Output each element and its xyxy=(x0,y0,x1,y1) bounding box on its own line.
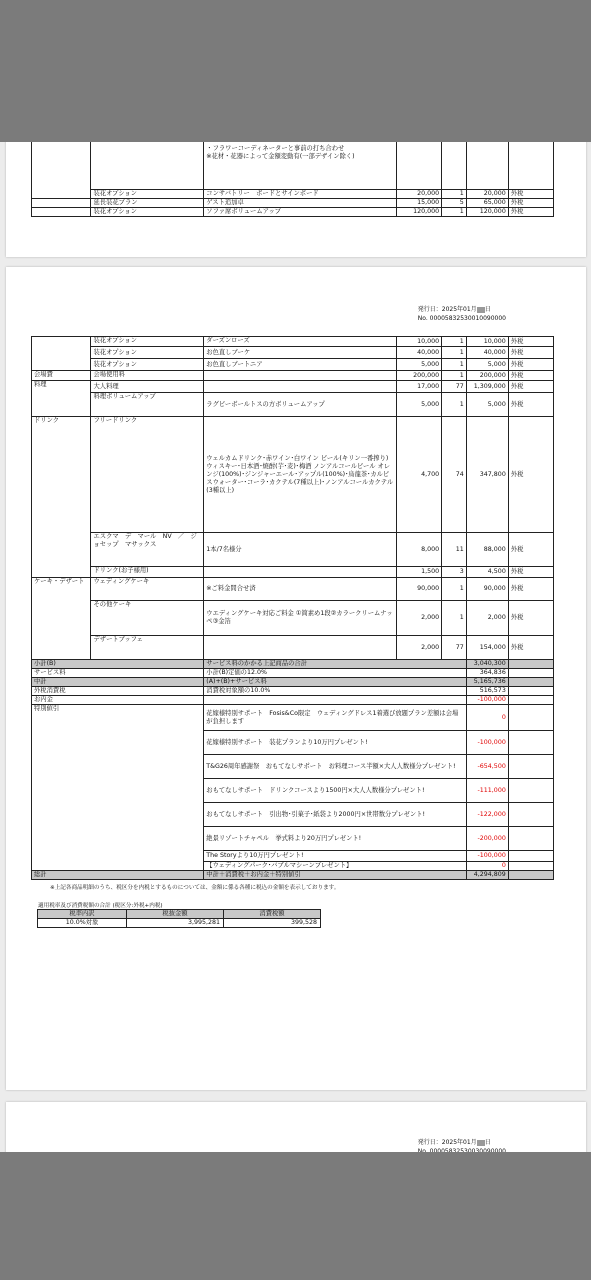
table-row: デザートブッフェ 2,000 77 154,000 外税 xyxy=(32,636,554,660)
discount-row: 花嫁様特別サポート 装花プランより10万円プレゼント! -100,000 xyxy=(32,731,554,755)
document-viewer[interactable] xyxy=(0,142,591,1152)
discount-row: 特別値引 花嫁様特別サポート Fosis&Co限定 ウェディングドレス1着選び放題プラン差額は会場が負担します 0 xyxy=(32,705,554,731)
table-row: 10.0%対象 3,995,281 399,528 xyxy=(38,919,321,928)
grand-total-row: 総計 中計＋消費税＋お内金＋特別値引 4,294,809 xyxy=(32,871,554,880)
table-row: その他ケーキ ウエディングケーキ対応ご料金 ①简素め1段②カラークリームナッペ③金箔 2,000 1 2,000 外税 xyxy=(32,601,554,636)
redaction-block xyxy=(477,307,485,313)
document-page-1 xyxy=(6,142,586,257)
table-row: 装花オプション お色直しブートニア 5,000 1 5,000 外税 xyxy=(32,359,554,371)
discount-row: 【ウェディングパーク･バブルマシーンプレゼント】 0 xyxy=(32,862,554,871)
footnote: ※上記各商品明細のうち、税区分を内税とするものについては、金額に係る各種に税込の金額を表示しております。 xyxy=(50,885,340,891)
midtotal-row: 中計 (A)+(B)+サービス料 5,165,736 xyxy=(32,678,554,687)
table-row xyxy=(32,142,554,190)
tax-summary-table xyxy=(37,909,321,928)
document-number: No. 0000583253001009000​0 xyxy=(417,315,506,322)
page-header: 発行日：2025年01月 日 No. 0000583253001009000​0 xyxy=(417,306,506,322)
table-row: エスクマ デ マール NV ／ ジョセップ マサックス 1本/7名様分 8,000 11 88,000 外税 xyxy=(32,533,554,567)
table-row: 装花オプション ダーズンローズ 10,000 1 10,000 外税 xyxy=(32,337,554,347)
subtotal-row: 小計(B) サービス料のかかる上記商品の合計 3,040,300 xyxy=(32,660,554,669)
table-row: 延長装花プラン ゲスト追加卓 15,000 5 65,000 外税 xyxy=(32,199,554,208)
issue-date: 発行日：2025年01月 xyxy=(417,306,477,313)
table-header-row: 税率内訳 税抜金額 消費税額 xyxy=(38,910,321,919)
page-header: 発行日：2025年01月 日 No. 00005832530030090000 xyxy=(418,1138,506,1152)
table-row: 料理ボリュームアップ ラグビーボールトスの方ボリュームアップ 5,000 1 5,000 外税 xyxy=(32,393,554,417)
discount-row: 絶景リゾートチャペル 挙式料より20万円プレゼント! -200,000 xyxy=(32,827,554,851)
desc-line: ・フラワーコーディネーターと事前の打ち合わせ xyxy=(206,145,345,152)
top-bar xyxy=(0,0,591,142)
discount-row: T&G26周年感謝祭 おもてなしサポート お料理コース半額×大人人数様分プレゼント! -654,500 xyxy=(32,755,554,779)
discount-row: The Storyより10万円プレゼント! -100,000 xyxy=(32,851,554,862)
table-row: ケーキ・デザート ウェディングケーキ ※ご料金間合せ済 90,000 1 90,000 外税 xyxy=(32,578,554,601)
items-table-page2 xyxy=(31,336,554,880)
table-row: 装花オプション コンサバトリー ボードとサインボード 20,000 1 20,000 外税 xyxy=(32,190,554,199)
issue-date: 発行日：2025年01月 xyxy=(417,1139,477,1146)
discount-row: おもてなしサポート 引出物･引菓子･紙袋より2000円×世帯数分プレゼント! -122,000 xyxy=(32,803,554,827)
document-page-2 xyxy=(6,267,586,1090)
document-page-3 xyxy=(6,1102,586,1152)
document-number: No. 00005832530030090000 xyxy=(417,1148,506,1152)
table-row: ドリンク(お子様用) 1,500 3 4,500 外税 xyxy=(32,567,554,578)
service-row: サービス料 小計(B)定価の12.0% 364,836 xyxy=(32,669,554,678)
table-row: 料理 大人料理 17,000 77 1,309,000 外税 xyxy=(32,381,554,393)
redaction-block xyxy=(477,1140,485,1146)
tax-caption: 適用税率及び消費税額の合計 (税区分:外税+内税) xyxy=(38,903,163,909)
desc-line: ※花材・花器によって金額変動有(一部デザイン除く) xyxy=(206,153,355,160)
discount-row: おもてなしサポート ドリンクコースより1500円×大人人数様分プレゼント! -111,000 xyxy=(32,779,554,803)
deposit-row: お内金 -100,000 xyxy=(32,696,554,705)
tax-row: 外税消費税 消費税対象額の10.0% 516,573 xyxy=(32,687,554,696)
items-table-page1 xyxy=(31,142,554,217)
table-row: 会場費 会場使用料 200,000 1 200,000 外税 xyxy=(32,371,554,381)
table-row: 装花オプション お色直しブーケ 40,000 1 40,000 外税 xyxy=(32,347,554,359)
bottom-bar xyxy=(0,1152,591,1280)
table-row: ドリンク フリードリンク ウェルカムドリンク･赤ワイン･白ワイン ビール(キリン一番搾り) ウィスキー･日本酒･焼酎(芋･麦)･梅酒 ノンアルコールビール オレンジ(100%)･ジンジャーエール･アップル(100%)･烏龍茶･カルピスウォーター･コーラ･カクテル(7種以上)･ノンアルコールカクテル(3種以上) 4,700 74 347,800 外税 xyxy=(32,417,554,533)
table-row: 装花オプション ソファ席ボリュームアップ 120,000 1 120,000 外税 xyxy=(32,208,554,217)
